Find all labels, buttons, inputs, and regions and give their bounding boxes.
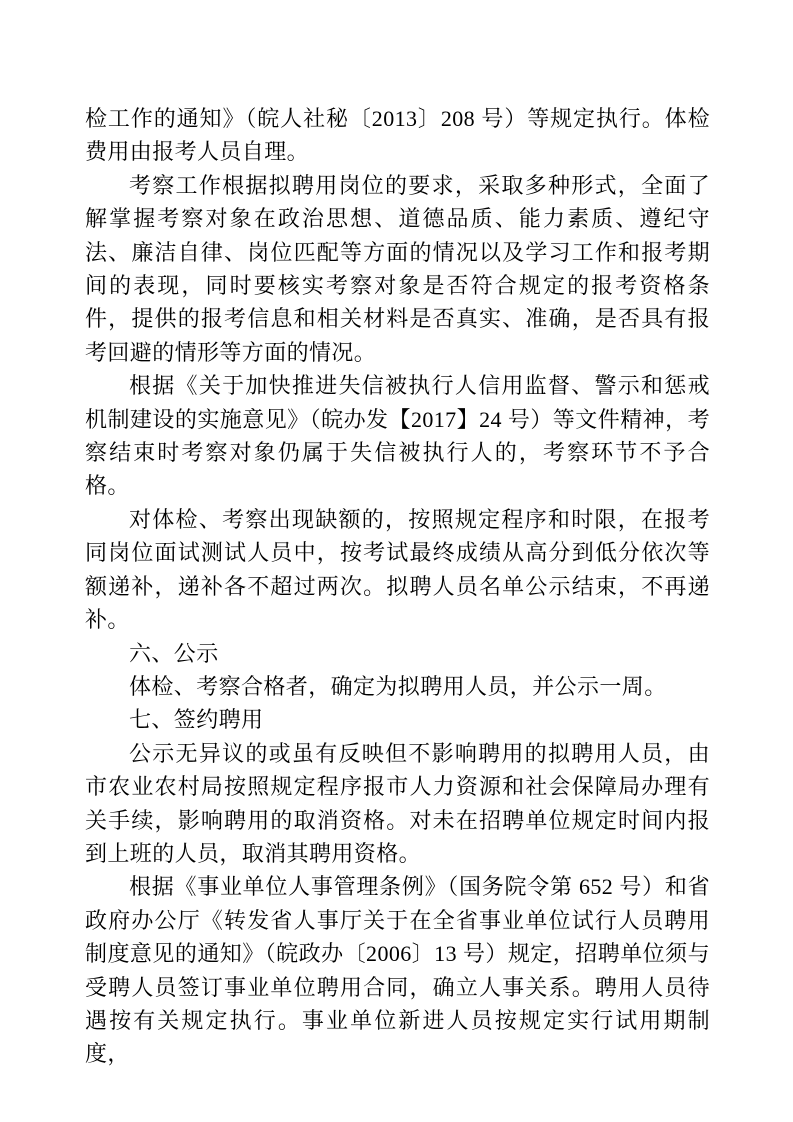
paragraph-inspection-work: 考察工作根据拟聘用岗位的要求，采取多种形式，全面了解掌握考察对象在政治思想、道德品质、能力素质、遵纪守法、廉洁自律、岗位匹配等方面的情况以及学习工作和报考期间的表现，同时要核实考察对象是否符合规定的报考资格条件，提供的报考信息和相关材料是否真实、准确，是否具有报考回避的情形等方面的情况。	[85, 172, 710, 365]
paragraph-continued-from-previous-page: 检工作的通知》（皖人社秘〔2013〕208 号）等规定执行。体检费用由报考人员自理。	[85, 106, 710, 165]
document-body	[85, 102, 710, 1071]
paragraph-public-notice: 体检、考察合格者，确定为拟聘用人员，并公示一周。	[129, 673, 667, 699]
paragraph-dishonest-executee-policy: 根据《关于加快推进失信被执行人信用监督、警示和惩戒机制建设的实施意见》（皖办发【2017】24 号）等文件精神，考察结束时考察对象仍属于失信被执行人的，考察环节不予合格。	[85, 373, 710, 499]
section-heading-public-notice: 六、公示	[129, 640, 219, 666]
paragraph-employment-contract-regulations: 根据《事业单位人事管理条例》（国务院令第 652 号）和省政府办公厅《转发省人事厅关于在全省事业单位试行人员聘用制度意见的通知》（皖政办〔2006〕13 号）规定，招聘单位须与受聘人员签订事业单位聘用合同，确立人事关系。聘用人员待遇按有关规定执行。事业单位新进人员按规定实行试用期制度，	[85, 874, 710, 1067]
paragraph-employment-procedure: 公示无异议的或虽有反映但不影响聘用的拟聘用人员，由市农业农村局按照规定程序报市人力资源和社会保障局办理有关手续，影响聘用的取消资格。对未在招聘单位规定时间内报到上班的人员，取消其聘用资格。	[85, 740, 710, 866]
paragraph-vacancy-replacement: 对体检、考察出现缺额的，按照规定程序和时限，在报考同岗位面试测试人员中，按考试最终成绩从高分到低分依次等额递补，递补各不超过两次。拟聘人员名单公示结束，不再递补。	[85, 506, 710, 633]
section-heading-contract-employment: 七、签约聘用	[129, 707, 264, 733]
